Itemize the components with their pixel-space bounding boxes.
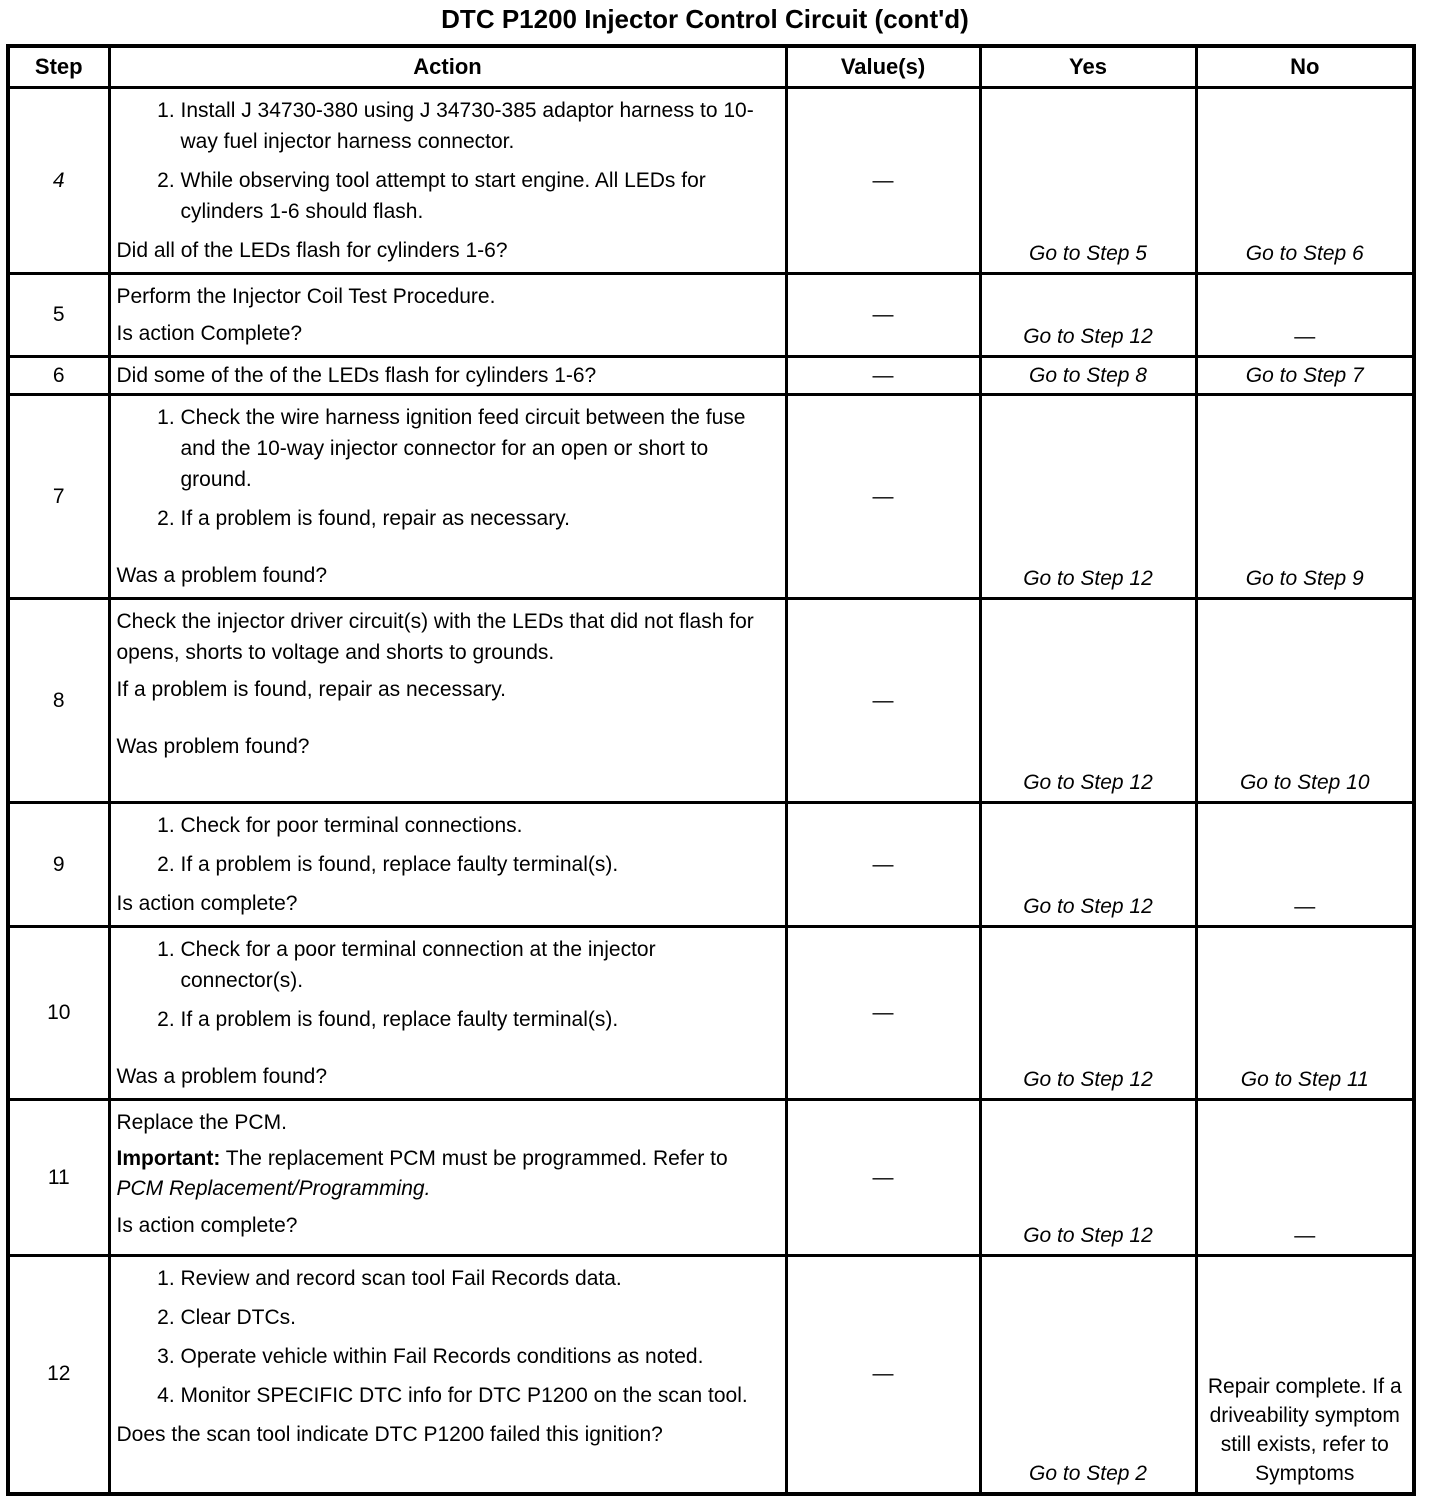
value-cell: — xyxy=(786,599,980,803)
value-cell: — xyxy=(786,88,980,274)
important-note xyxy=(117,1144,777,1204)
value-cell: — xyxy=(786,357,980,395)
action-list xyxy=(117,934,777,1035)
header-no: No xyxy=(1196,46,1414,88)
no-cell: Repair complete. If a driveability symptom still exists, refer to Symptoms xyxy=(1196,1256,1414,1494)
question: Is action complete? xyxy=(116,892,298,915)
action-list xyxy=(117,1263,777,1411)
list-item: 1. Install J 34730-380 using J 34730-385 adaptor harness to 10-way fuel injector harness connector. xyxy=(181,95,777,157)
step-number: 12 xyxy=(8,1256,109,1494)
list-item: 2. If a problem is found, replace faulty terminal(s). xyxy=(181,1004,777,1035)
list-item: 1. Check for a poor terminal connection at the injector connector(s). xyxy=(181,934,777,996)
header-values: Value(s) xyxy=(786,46,980,88)
step-number: 10 xyxy=(8,927,109,1100)
no-cell: — xyxy=(1196,274,1414,357)
list-item: 4. Monitor SPECIFIC DTC info for DTC P1200 on the scan tool. xyxy=(181,1380,777,1411)
action-text: If a problem is found, repair as necessary. xyxy=(116,678,506,701)
question: Is action complete? xyxy=(116,1214,298,1237)
action-cell xyxy=(109,599,786,803)
table-row xyxy=(8,357,1414,395)
step-number: 11 xyxy=(8,1100,109,1256)
value-cell: — xyxy=(786,1256,980,1494)
table-row xyxy=(8,803,1414,927)
list-item: 2. While observing tool attempt to start engine. All LEDs for cylinders 1-6 should flash. xyxy=(181,165,777,227)
important-ref: PCM Replacement/Programming. xyxy=(116,1177,431,1200)
yes-cell: Go to Step 12 xyxy=(980,395,1196,599)
important-text: The replacement PCM must be programmed. Refer to xyxy=(225,1147,728,1170)
yes-cell: Go to Step 12 xyxy=(980,599,1196,803)
table-row xyxy=(8,1256,1414,1494)
no-cell: Go to Step 11 xyxy=(1196,927,1414,1100)
table-row xyxy=(8,274,1414,357)
yes-cell: Go to Step 5 xyxy=(980,88,1196,274)
yes-cell: Go to Step 12 xyxy=(980,927,1196,1100)
list-item: 1. Check the wire harness ignition feed circuit between the fuse and the 10-way injector connector for an open or short to ground. xyxy=(181,402,777,495)
action-cell xyxy=(109,803,786,927)
value-cell: — xyxy=(786,803,980,927)
action-list xyxy=(117,402,777,534)
no-cell: Go to Step 9 xyxy=(1196,395,1414,599)
list-item: 2. If a problem is found, repair as necessary. xyxy=(181,503,777,534)
question: Did some of the of the LEDs flash for cylinders 1-6? xyxy=(116,364,597,387)
header-row xyxy=(8,46,1414,88)
header-step: Step xyxy=(8,46,109,88)
table-row xyxy=(8,395,1414,599)
value-cell: — xyxy=(786,395,980,599)
yes-cell: Go to Step 2 xyxy=(980,1256,1196,1494)
question: Does the scan tool indicate DTC P1200 failed this ignition? xyxy=(116,1423,663,1446)
header-yes: Yes xyxy=(980,46,1196,88)
list-item: 1. Review and record scan tool Fail Records data. xyxy=(181,1263,777,1294)
question: Was a problem found? xyxy=(116,564,328,587)
step-number: 4 xyxy=(8,88,109,274)
yes-cell: Go to Step 12 xyxy=(980,274,1196,357)
question: Did all of the LEDs flash for cylinders 1-6? xyxy=(116,239,508,262)
value-cell: — xyxy=(786,927,980,1100)
action-cell xyxy=(109,1256,786,1494)
header-action: Action xyxy=(109,46,786,88)
action-text: Perform the Injector Coil Test Procedure. xyxy=(116,285,496,308)
no-cell: — xyxy=(1196,1100,1414,1256)
action-text: Check the injector driver circuit(s) with the LEDs that did not flash for opens, shorts to voltage and shorts to grounds. xyxy=(116,610,754,664)
action-text: Replace the PCM. xyxy=(116,1111,287,1134)
important-label: Important: xyxy=(116,1147,221,1170)
yes-cell: Go to Step 8 xyxy=(980,357,1196,395)
yes-cell: Go to Step 12 xyxy=(980,803,1196,927)
no-cell: — xyxy=(1196,803,1414,927)
step-number: 7 xyxy=(8,395,109,599)
value-cell: — xyxy=(786,274,980,357)
action-cell xyxy=(109,357,786,395)
action-cell xyxy=(109,1100,786,1256)
page-title: DTC P1200 Injector Control Circuit (cont'd) xyxy=(441,4,969,34)
step-number: 5 xyxy=(8,274,109,357)
action-cell xyxy=(109,274,786,357)
table-row xyxy=(8,927,1414,1100)
question: Was a problem found? xyxy=(116,1065,328,1088)
no-cell: Go to Step 6 xyxy=(1196,88,1414,274)
yes-cell: Go to Step 12 xyxy=(980,1100,1196,1256)
list-item: 2. Clear DTCs. xyxy=(181,1302,777,1333)
question: Was problem found? xyxy=(116,735,310,758)
action-list xyxy=(117,810,777,880)
list-item: 1. Check for poor terminal connections. xyxy=(181,810,777,841)
no-cell: Go to Step 7 xyxy=(1196,357,1414,395)
value-cell: — xyxy=(786,1100,980,1256)
action-cell xyxy=(109,395,786,599)
action-list xyxy=(117,95,777,227)
action-cell xyxy=(109,88,786,274)
no-cell: Go to Step 10 xyxy=(1196,599,1414,803)
table-row xyxy=(8,599,1414,803)
list-item: 3. Operate vehicle within Fail Records conditions as noted. xyxy=(181,1341,777,1372)
list-item: 2. If a problem is found, replace faulty terminal(s). xyxy=(181,849,777,880)
step-number: 9 xyxy=(8,803,109,927)
step-number: 8 xyxy=(8,599,109,803)
step-number: 6 xyxy=(8,357,109,395)
action-cell xyxy=(109,927,786,1100)
table-row xyxy=(8,88,1414,274)
diagnostic-table xyxy=(6,44,1416,1496)
question: Is action Complete? xyxy=(116,322,303,345)
table-row xyxy=(8,1100,1414,1256)
